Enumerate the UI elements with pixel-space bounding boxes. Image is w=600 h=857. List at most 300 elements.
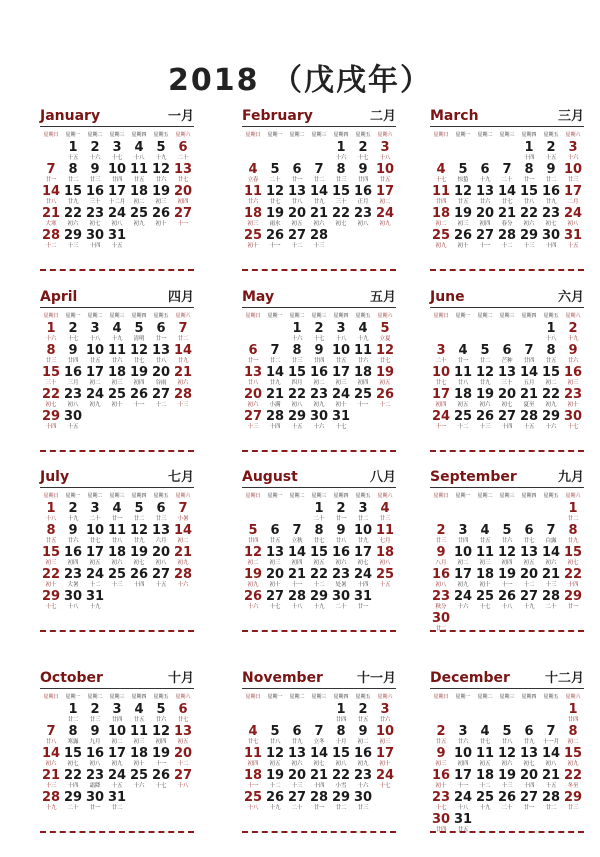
lunar-date: 廿九	[177, 358, 189, 364]
day-cell	[474, 725, 496, 747]
weekday-label: 星期日	[245, 694, 261, 700]
lunar-date: 初八	[291, 402, 303, 408]
day-grid	[430, 141, 584, 251]
day-cell	[352, 747, 374, 769]
lunar-date: 初四	[291, 560, 303, 566]
day-number: 8	[314, 523, 324, 538]
lunar-date: 初四	[133, 380, 145, 386]
day-number: 30	[563, 409, 583, 424]
lunar-date: 初五	[523, 560, 535, 566]
lunar-date: 初七	[45, 402, 57, 408]
day-number: 19	[265, 768, 285, 783]
day-number: 24	[353, 567, 373, 582]
lunar-date: 廿三	[567, 805, 579, 811]
day-cell	[496, 229, 518, 251]
week-row	[242, 388, 396, 410]
empty-cell	[452, 703, 474, 725]
lunar-date: 初九	[545, 402, 557, 408]
day-cell	[452, 163, 474, 185]
day-number: 6	[178, 702, 188, 717]
month-footer-divider	[430, 269, 584, 271]
weekday-label: 星期一	[267, 313, 283, 319]
month-name-chinese: 九月	[557, 470, 584, 485]
empty-cell	[330, 229, 352, 251]
weekday-label: 星期六	[175, 313, 191, 319]
day-cell	[540, 207, 562, 229]
day-number: 6	[292, 162, 302, 177]
day-number: 17	[375, 746, 395, 761]
day-number: 2	[436, 523, 446, 538]
lunar-date: 廿九	[523, 739, 535, 745]
lunar-date: 十七	[313, 336, 325, 342]
weekday-label: 星期六	[377, 132, 393, 138]
day-number: 22	[63, 768, 83, 783]
day-number: 7	[524, 343, 534, 358]
lunar-date: 三十	[335, 199, 347, 205]
day-cell	[352, 502, 374, 524]
day-number: 1	[524, 140, 534, 155]
lunar-date: 廿八	[457, 380, 469, 386]
lunar-date: 初六	[523, 221, 535, 227]
lunar-date: 二十	[435, 358, 447, 364]
lunar-date: 初四	[247, 761, 259, 767]
day-cell	[172, 366, 194, 388]
weekday-label: 星期一	[455, 493, 471, 499]
day-cell	[128, 568, 150, 590]
day-cell	[540, 229, 562, 251]
day-cell	[540, 185, 562, 207]
day-number: 6	[270, 523, 280, 538]
week-row	[242, 725, 396, 747]
day-cell	[62, 546, 84, 568]
day-number: 4	[380, 501, 390, 516]
day-number: 17	[453, 567, 473, 582]
weekday-label: 星期五	[355, 132, 371, 138]
day-cell	[518, 229, 540, 251]
day-cell	[430, 229, 452, 251]
day-cell	[562, 769, 584, 791]
day-cell	[452, 344, 474, 366]
month-name: October	[40, 670, 103, 686]
lunar-date: 廿九	[479, 380, 491, 386]
day-cell	[242, 546, 264, 568]
month-name: December	[430, 670, 510, 686]
day-cell	[84, 568, 106, 590]
day-cell	[286, 524, 308, 546]
day-cell	[496, 568, 518, 590]
lunar-date: 初三	[335, 380, 347, 386]
week-row	[40, 344, 194, 366]
lunar-date: 春分	[501, 221, 513, 227]
lunar-date: 初四	[177, 199, 189, 205]
weekday-label: 星期三	[109, 313, 125, 319]
empty-cell	[374, 410, 396, 432]
day-cell	[40, 344, 62, 366]
lunar-date: 初四	[479, 221, 491, 227]
lunar-date: 廿五	[379, 177, 391, 183]
lunar-date: 十九	[523, 604, 535, 610]
day-cell	[352, 163, 374, 185]
lunar-date: 初五	[313, 560, 325, 566]
day-number: 12	[243, 545, 263, 560]
lunar-date: 初三	[567, 380, 579, 386]
weekday-label: 星期二	[477, 313, 493, 319]
day-number: 31	[85, 589, 105, 604]
lunar-date: 廿一	[523, 177, 535, 183]
lunar-date: 初五	[269, 761, 281, 767]
day-number: 12	[129, 523, 149, 538]
month-header	[430, 668, 584, 689]
lunar-date: 初九	[133, 221, 145, 227]
day-cell	[286, 769, 308, 791]
day-number: 12	[475, 365, 495, 380]
week-row	[242, 568, 396, 590]
day-cell	[84, 502, 106, 524]
day-cell	[172, 546, 194, 568]
day-number: 20	[519, 567, 539, 582]
lunar-date: 廿五	[457, 199, 469, 205]
day-cell	[352, 366, 374, 388]
day-cell	[128, 546, 150, 568]
lunar-date: 十三	[45, 783, 57, 789]
day-number: 13	[173, 724, 193, 739]
lunar-date: 初七	[133, 560, 145, 566]
lunar-date: 廿二	[545, 177, 557, 183]
lunar-date: 十七	[479, 604, 491, 610]
day-number: 20	[173, 746, 193, 761]
day-cell	[562, 590, 584, 612]
day-cell	[562, 163, 584, 185]
day-cell	[540, 546, 562, 568]
day-number: 14	[309, 746, 329, 761]
day-cell	[452, 791, 474, 813]
day-number: 14	[519, 365, 539, 380]
day-number: 22	[41, 567, 61, 582]
lunar-date: 十六	[291, 336, 303, 342]
weekday-header	[40, 693, 194, 702]
lunar-date: 初七	[567, 560, 579, 566]
lunar-date: 初八	[545, 761, 557, 767]
day-cell	[84, 725, 106, 747]
day-cell	[62, 229, 84, 251]
day-number: 8	[336, 162, 346, 177]
lunar-date: 廿四	[567, 717, 579, 723]
day-cell	[150, 185, 172, 207]
day-number: 5	[134, 501, 144, 516]
day-number: 9	[546, 162, 556, 177]
lunar-date: 十三	[67, 243, 79, 249]
lunar-date: 廿九	[269, 380, 281, 386]
lunar-date: 初二	[89, 380, 101, 386]
day-number: 16	[63, 545, 83, 560]
weekday-label: 星期三	[109, 694, 125, 700]
day-number: 16	[541, 184, 561, 199]
day-cell	[374, 546, 396, 568]
weekday-label: 星期五	[153, 132, 169, 138]
day-number: 16	[431, 768, 451, 783]
weekday-label: 星期六	[377, 694, 393, 700]
lunar-date: 六月	[155, 538, 167, 544]
day-number: 14	[265, 365, 285, 380]
day-number: 18	[129, 184, 149, 199]
lunar-date: 初五	[177, 739, 189, 745]
lunar-date: 廿五	[545, 358, 557, 364]
lunar-date: 二十	[291, 805, 303, 811]
day-number: 25	[129, 768, 149, 783]
lunar-date: 廿七	[379, 358, 391, 364]
empty-cell	[172, 410, 194, 432]
lunar-date: 廿三	[291, 358, 303, 364]
day-grid	[430, 703, 584, 835]
week-row	[430, 410, 584, 432]
lunar-date: 廿八	[45, 199, 57, 205]
week-row	[430, 791, 584, 813]
lunar-date: 初十	[111, 402, 123, 408]
empty-cell	[430, 502, 452, 524]
lunar-date: 廿六	[111, 358, 123, 364]
day-cell	[242, 590, 264, 612]
day-cell	[330, 410, 352, 432]
lunar-date: 廿五	[133, 177, 145, 183]
day-grid	[430, 502, 584, 634]
weekday-label: 星期四	[333, 132, 349, 138]
lunar-date: 二十	[269, 177, 281, 183]
lunar-date: 十八	[291, 604, 303, 610]
day-cell	[374, 747, 396, 769]
day-cell	[474, 163, 496, 185]
day-cell	[286, 185, 308, 207]
lunar-date: 初八	[155, 560, 167, 566]
day-number: 3	[90, 501, 100, 516]
day-cell	[518, 546, 540, 568]
lunar-date: 十四	[133, 582, 145, 588]
day-number: 1	[292, 321, 302, 336]
lunar-date: 十三	[501, 783, 513, 789]
day-number: 23	[563, 387, 583, 402]
week-row	[40, 703, 194, 725]
day-number: 10	[453, 746, 473, 761]
day-number: 29	[41, 589, 61, 604]
day-cell	[374, 524, 396, 546]
week-row	[242, 546, 396, 568]
lunar-date: 初六	[67, 221, 79, 227]
weekday-label: 星期一	[267, 694, 283, 700]
day-number: 28	[41, 790, 61, 805]
lunar-date: 廿三	[155, 516, 167, 522]
lunar-date: 初二	[435, 221, 447, 227]
day-cell	[330, 207, 352, 229]
month-header	[430, 287, 584, 308]
lunar-date: 廿四	[67, 358, 79, 364]
lunar-date: 廿七	[479, 739, 491, 745]
day-number: 9	[314, 343, 324, 358]
weekday-label: 星期日	[245, 132, 261, 138]
day-number: 5	[458, 162, 468, 177]
day-cell	[286, 791, 308, 813]
day-number: 13	[287, 746, 307, 761]
lunar-date: 十四	[357, 582, 369, 588]
day-number: 5	[248, 523, 258, 538]
lunar-date: 十一	[501, 582, 513, 588]
day-number: 14	[541, 746, 561, 761]
day-number: 20	[475, 206, 495, 221]
day-number: 10	[353, 523, 373, 538]
lunar-date: 初四	[357, 380, 369, 386]
day-cell	[106, 791, 128, 813]
day-number: 3	[436, 343, 446, 358]
empty-cell	[308, 141, 330, 163]
day-cell	[172, 568, 194, 590]
week-row	[40, 163, 194, 185]
day-number: 3	[380, 702, 390, 717]
empty-cell	[474, 141, 496, 163]
day-number: 6	[156, 321, 166, 336]
day-cell	[518, 207, 540, 229]
day-number: 20	[173, 184, 193, 199]
day-number: 12	[151, 724, 171, 739]
day-cell	[106, 229, 128, 251]
lunar-date: 二十	[545, 604, 557, 610]
lunar-date: 十四	[523, 783, 535, 789]
weekday-header	[430, 312, 584, 321]
day-number: 8	[68, 162, 78, 177]
day-cell	[172, 141, 194, 163]
day-cell	[496, 546, 518, 568]
day-number: 28	[309, 228, 329, 243]
day-cell	[330, 769, 352, 791]
day-number: 14	[497, 184, 517, 199]
day-number: 5	[134, 321, 144, 336]
day-cell	[286, 229, 308, 251]
lunar-date: 初五	[479, 761, 491, 767]
day-cell	[308, 524, 330, 546]
day-cell	[242, 207, 264, 229]
day-number: 14	[287, 545, 307, 560]
lunar-date: 十一	[133, 402, 145, 408]
week-row	[242, 141, 396, 163]
day-number: 13	[497, 365, 517, 380]
day-cell	[374, 769, 396, 791]
day-number: 16	[431, 567, 451, 582]
day-cell	[430, 568, 452, 590]
day-cell	[308, 229, 330, 251]
lunar-date: 初六	[111, 560, 123, 566]
weekday-label: 星期四	[521, 132, 537, 138]
day-number: 20	[287, 768, 307, 783]
day-cell	[430, 725, 452, 747]
lunar-date: 廿二	[313, 177, 325, 183]
day-cell	[264, 344, 286, 366]
empty-cell	[540, 502, 562, 524]
lunar-date: 十五	[523, 424, 535, 430]
day-number: 13	[151, 343, 171, 358]
lunar-date: 十八	[133, 155, 145, 161]
lunar-date: 初二	[545, 380, 557, 386]
weekday-label: 星期一	[455, 694, 471, 700]
lunar-date: 十三	[177, 402, 189, 408]
week-row	[430, 590, 584, 612]
day-number: 23	[431, 790, 451, 805]
weekday-label: 星期一	[65, 493, 81, 499]
day-grid	[40, 703, 194, 813]
day-cell	[330, 546, 352, 568]
day-cell	[430, 769, 452, 791]
week-row	[242, 502, 396, 524]
lunar-date: 廿二	[545, 805, 557, 811]
day-number: 16	[85, 184, 105, 199]
day-cell	[242, 344, 264, 366]
day-cell	[128, 769, 150, 791]
day-number: 29	[63, 790, 83, 805]
day-cell	[308, 163, 330, 185]
day-cell	[562, 410, 584, 432]
week-row	[40, 229, 194, 251]
day-cell	[496, 747, 518, 769]
weekday-header	[242, 693, 396, 702]
lunar-date: 十一	[155, 761, 167, 767]
lunar-date: 廿一	[155, 336, 167, 342]
weekday-label: 星期三	[311, 313, 327, 319]
day-grid	[242, 703, 396, 813]
lunar-date: 七月	[379, 538, 391, 544]
lunar-date: 廿七	[133, 358, 145, 364]
month-name: February	[242, 108, 313, 124]
day-number: 4	[134, 140, 144, 155]
day-cell	[106, 502, 128, 524]
day-grid	[40, 502, 194, 612]
week-row	[430, 703, 584, 725]
day-number: 5	[480, 343, 490, 358]
day-number: 26	[265, 228, 285, 243]
weekday-label: 星期一	[65, 694, 81, 700]
day-cell	[452, 388, 474, 410]
lunar-date: 十八	[247, 805, 259, 811]
day-cell	[518, 590, 540, 612]
day-cell	[106, 769, 128, 791]
day-cell	[330, 791, 352, 813]
day-number: 25	[107, 387, 127, 402]
month-header	[40, 287, 194, 308]
day-cell	[330, 725, 352, 747]
day-number: 25	[353, 387, 373, 402]
day-cell	[242, 747, 264, 769]
weekday-label: 星期六	[565, 694, 581, 700]
lunar-date: 初三	[45, 560, 57, 566]
day-cell	[518, 366, 540, 388]
lunar-date: 廿九	[567, 538, 579, 544]
lunar-date: 廿六	[379, 717, 391, 723]
day-cell	[518, 344, 540, 366]
day-number: 12	[265, 184, 285, 199]
day-number: 14	[541, 545, 561, 560]
day-number: 16	[85, 746, 105, 761]
month-footer-divider	[430, 831, 584, 833]
day-cell	[150, 703, 172, 725]
day-cell	[374, 502, 396, 524]
day-number: 18	[353, 365, 373, 380]
day-number: 24	[331, 387, 351, 402]
week-row	[430, 725, 584, 747]
lunar-date: 廿一	[291, 177, 303, 183]
day-number: 19	[497, 567, 517, 582]
day-number: 11	[129, 162, 149, 177]
day-cell	[562, 791, 584, 813]
day-number: 8	[336, 724, 346, 739]
day-number: 28	[497, 228, 517, 243]
day-number: 27	[287, 228, 307, 243]
month-january	[40, 106, 194, 271]
lunar-date: 初十	[269, 582, 281, 588]
